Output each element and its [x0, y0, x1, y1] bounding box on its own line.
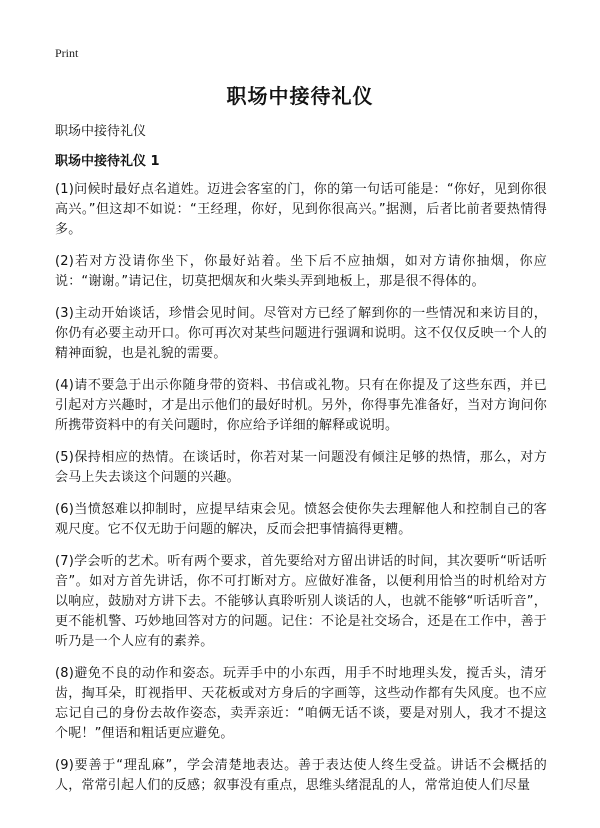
- paragraph-8: (8)避免不良的动作和姿态。玩弄手中的小东西，用手不时地理头发，搅舌头，清牙齿，掏耳朵，盯视指甲、天花板或对方身后的字画等，这些动作都有失风度。也不应忘记自己的身份去故作姿态，卖弄亲近：“咱俩无话不谈，要是对别人，我才不提这个呢！”俚语和粗话更应避免。: [55, 666, 547, 741]
- paragraph-3: (3)主动开始谈话，珍惜会见时间。尽管对方已经了解到你的一些情况和来访目的，你仍有必要主动开口。你可再次对某些问题进行强调和说明。这不仅仅反映一个人的精神面貌，也是礼貌的需要。: [55, 306, 547, 361]
- print-link[interactable]: Print: [55, 46, 79, 60]
- section-heading: 职场中接待礼仪 1: [55, 154, 160, 169]
- paragraph-4: (4)请不要急于出示你随身带的资料、书信或礼物。只有在你提及了这些东西，并已引起对方兴趣时，才是出示他们的最好时机。另外，你得事先准备好，当对方询问你所携带资料中的有关问题时，你应给予详细的解释或说明。: [55, 378, 547, 433]
- body-text: [55, 180, 547, 808]
- paragraph-5: (5)保持相应的热情。在谈话时，你若对某一问题没有倾注足够的热情，那么，对方会马上失去谈这个问题的兴趣。: [55, 450, 547, 485]
- paragraph-1: (1)问候时最好点名道姓。迈进会客室的门，你的第一句话可能是：“你好，见到你很高兴。”但这却不如说：“王经理，你好，见到你很高兴。”据测，后者比前者要热情得多。: [55, 182, 547, 237]
- paragraph-6: (6)当愤怒难以抑制时，应提早结束会见。愤怒会使你失去理解他人和控制自己的客观尺度。它不仅无助于问题的解决，反而会把事情搞得更糟。: [55, 502, 547, 537]
- paragraph-2: (2)若对方没请你坐下，你最好站着。坐下后不应抽烟，如对方请你抽烟，你应说：“谢谢。”请记住，切莫把烟灰和火柴头弄到地板上，那是很不得体的。: [55, 254, 547, 289]
- document-subtitle: 职场中接待礼仪: [55, 124, 147, 139]
- paragraph-9: (9)要善于“理乱麻”，学会清楚地表达。善于表达使人终生受益。讲话不会概括的人，常常引起人们的反感；叙事没有重点，思维头绪混乱的人，常常迫使人们尽量: [55, 758, 547, 793]
- page-title: 职场中接待礼仪: [226, 84, 374, 108]
- paragraph-7: (7)学会听的艺术。听有两个要求，首先要给对方留出讲话的时间，其次要听“听话听音”。如对方首先讲话，你不可打断对方。应做好准备，以便利用恰当的时机给对方以响应，鼓励对方讲下去。不能够认真聆听别人谈话的人，也就不能够“听话听音”，更不能机警、巧妙地回答对方的问题。记住：不论是社交场合，还是在工作中，善于听乃是一个人应有的素养。: [55, 554, 547, 649]
